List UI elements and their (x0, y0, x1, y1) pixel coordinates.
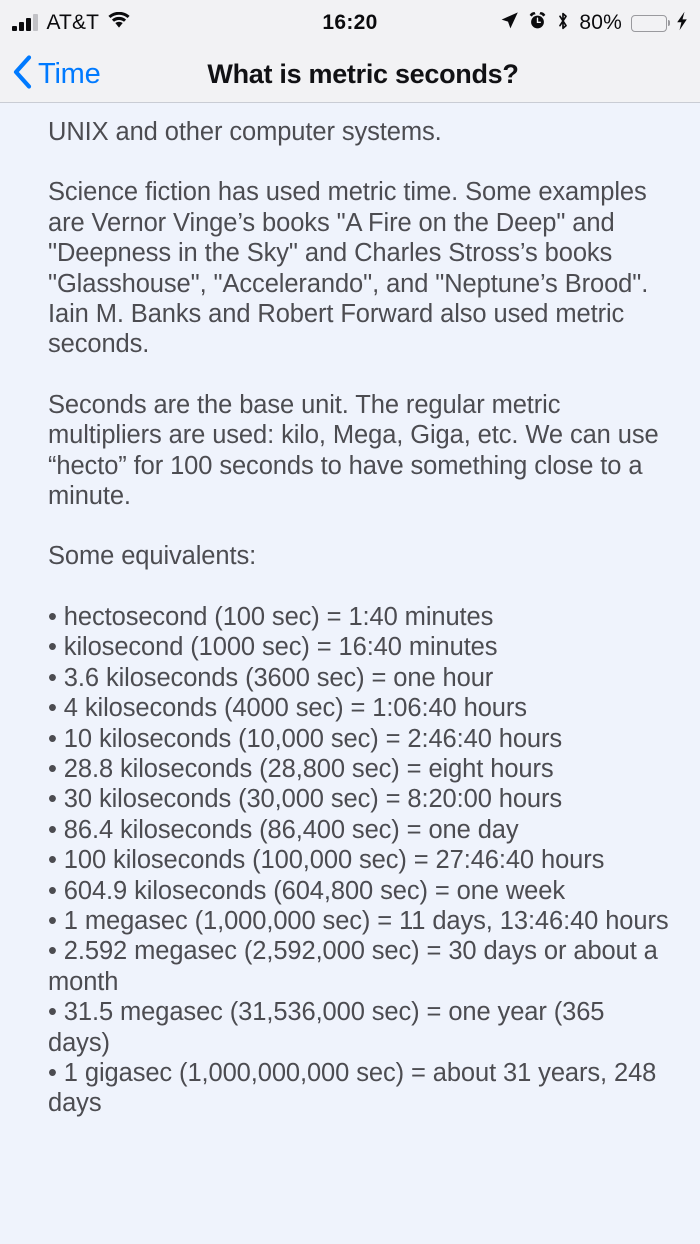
list-item: • 30 kiloseconds (30,000 sec) = 8:20:00 hours (48, 785, 563, 814)
wifi-icon (108, 12, 130, 34)
list-item: • 31.5 megasec (31,536,000 sec) = one year (365 days) (48, 998, 605, 1057)
status-bar-right (500, 11, 688, 36)
battery-icon (631, 15, 667, 32)
back-button-label: Time (38, 57, 101, 90)
chevron-left-icon (12, 55, 33, 94)
list-item: • 100 kiloseconds (100,000 sec) = 27:46:40 hours (48, 846, 605, 875)
list-item: • 86.4 kiloseconds (86,400 sec) = one day (48, 815, 519, 844)
status-bar-clock: 16:20 (322, 11, 378, 34)
page-title: What is metric seconds? (207, 58, 519, 89)
navigation-bar (0, 46, 700, 103)
list-item: • kilosecond (1000 sec) = 16:40 minutes (48, 633, 498, 662)
lightning-bolt-icon (676, 11, 688, 36)
location-arrow-icon (500, 11, 519, 35)
equivalents-list (48, 602, 670, 1119)
status-bar-left (12, 11, 130, 35)
paragraph: Science fiction has used metric time. Some examples are Vernor Vinge’s books "A Fire on the Deep" and "Deepness in the Sky" and Charles Stross’s books "Glasshouse", "Accelerando", and "Neptune’s Brood". Iain M. Banks and Robert Forward also used metric seconds. (48, 178, 649, 359)
list-item: • 4 kiloseconds (4000 sec) = 1:06:40 hours (48, 694, 527, 723)
carrier-label: AT&T (46, 11, 100, 34)
back-button[interactable] (12, 55, 101, 94)
paragraph: UNIX and other computer systems. (48, 118, 442, 146)
alarm-clock-icon (528, 11, 547, 35)
paragraph: Seconds are the base unit. The regular metric multipliers are used: kilo, Mega, Giga, etc. We can use “hecto” for 100 seconds to have something close to a minute. (48, 390, 659, 511)
signal-bars-icon (12, 15, 38, 31)
battery-percent-label: 80% (579, 11, 622, 34)
list-item: • 10 kiloseconds (10,000 sec) = 2:46:40 hours (48, 724, 563, 753)
list-item: • hectosecond (100 sec) = 1:40 minutes (48, 602, 494, 631)
bluetooth-icon (556, 11, 570, 36)
list-item: • 28.8 kiloseconds (28,800 sec) = eight hours (48, 754, 554, 783)
list-item: • 1 megasec (1,000,000 sec) = 11 days, 13:46:40 hours (48, 906, 669, 935)
list-item: • 2.592 megasec (2,592,000 sec) = 30 days or about a month (48, 937, 658, 996)
list-item: • 604.9 kiloseconds (604,800 sec) = one week (48, 876, 565, 905)
article-content[interactable] (0, 103, 700, 1244)
list-item: • 1 gigasec (1,000,000,000 sec) = about 31 years, 248 days (48, 1058, 657, 1118)
list-item: • 3.6 kiloseconds (3600 sec) = one hour (48, 663, 494, 692)
status-bar (0, 0, 700, 46)
paragraph: Some equivalents: (48, 542, 257, 571)
